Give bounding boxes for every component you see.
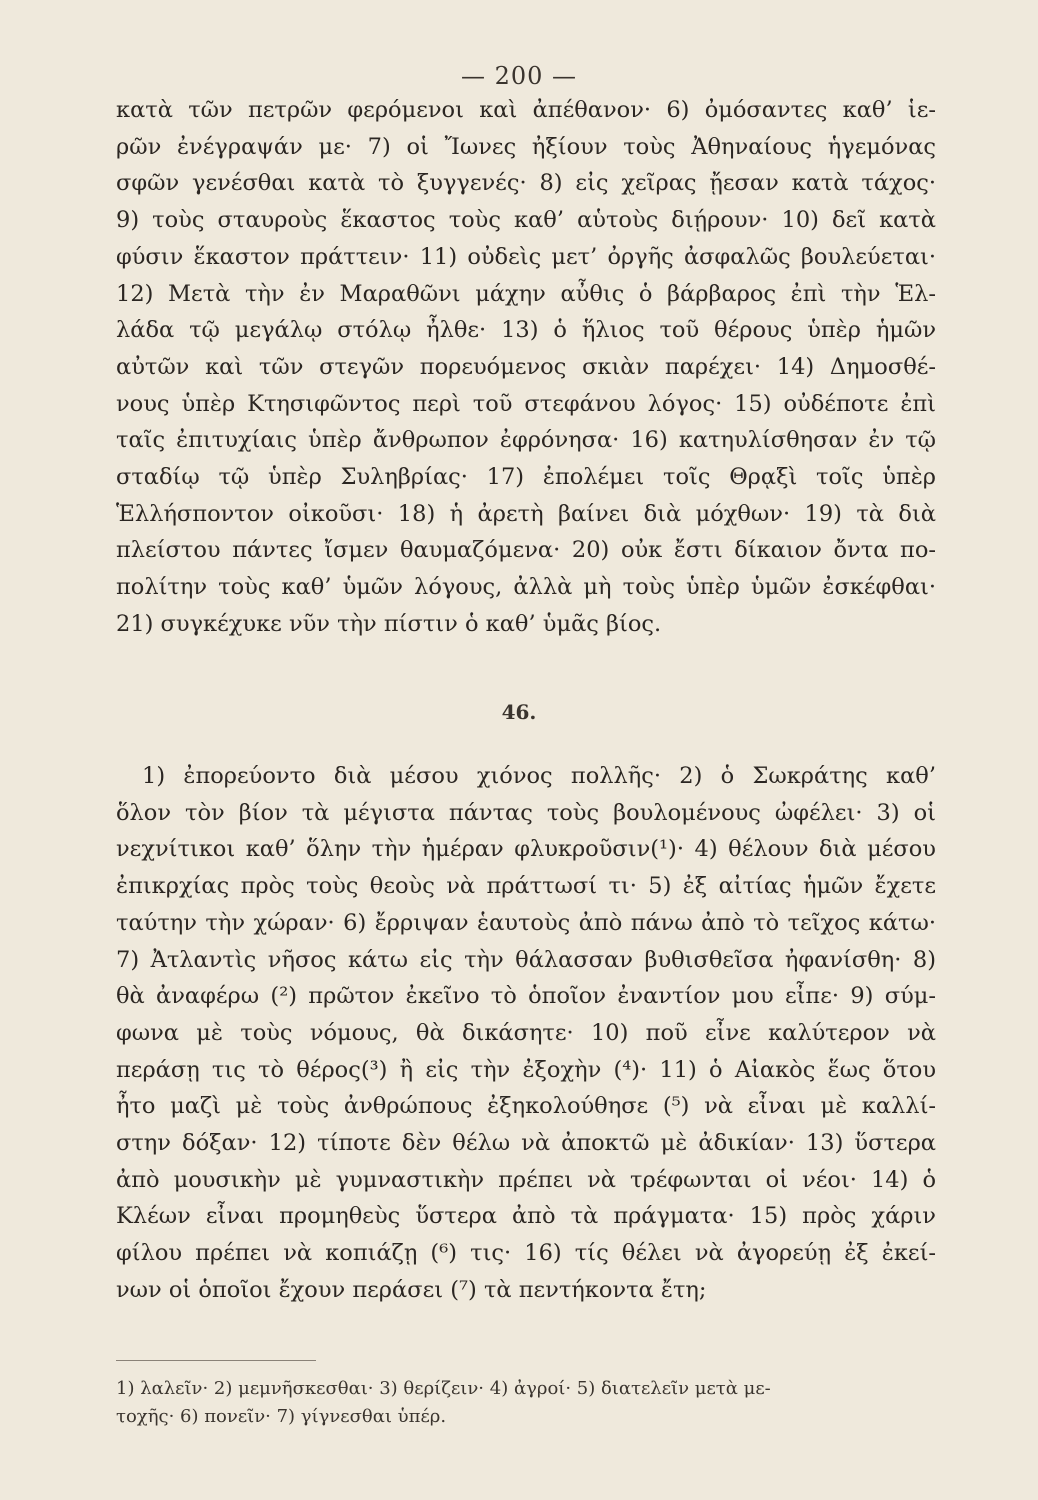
text-line: φίλου πρέπει νὰ κοπιάζῃ (⁶) τις· 16) τίς θέλει νὰ ἀγορεύῃ ἐξ ἐκεί- <box>116 1240 936 1267</box>
text-line: ἐπικρχίας πρὸς τοὺς θεοὺς νὰ πράττωσί τι· 5) ἐξ αἰτίας ἡμῶν ἔχετε <box>116 873 936 900</box>
page-number: — 200 — <box>460 62 578 90</box>
footnote-line: 1) λαλεῖν· 2) μεμνῆσκεσθαι· 3) θερίζειν· 4) ἀγροί· 5) διατελεῖν μετὰ με- <box>116 1378 771 1399</box>
text-line: νων οἱ ὁποῖοι ἔχουν περάσει (⁷) τὰ πεντήκοντα ἔτη; <box>116 1276 707 1303</box>
footnotes <box>116 1375 896 1431</box>
text-line: φωνα μὲ τοὺς νόμους, θὰ δικάσητε· 10) ποῦ εἶνε καλύτερον νὰ <box>116 1019 936 1046</box>
text-line: 9) τοὺς σταυροὺς ἕκαστος τοὺς καθ’ αὑτοὺς διῄρουν· 10) δεῖ κατὰ <box>116 207 936 234</box>
text-line: σταδίῳ τῷ ὑπὲρ Συληβρίας· 17) ἐπολέμει τοῖς Θρᾳξὶ τοῖς ὑπὲρ <box>116 464 936 491</box>
text-line: λάδα τῷ μεγάλῳ στόλῳ ἦλθε· 13) ὁ ἥλιος τοῦ θέρους ὑπὲρ ἡμῶν <box>116 317 936 344</box>
text-line: φύσιν ἕκαστον πράττειν· 11) οὐδεὶς μετ’ ὀργῆς ἀσφαλῶς βουλεύεται· <box>116 243 936 270</box>
text-line: ἦτο μαζὶ μὲ τοὺς ἀνθρώπους ἐξηκολούθησε (⁵) νὰ εἶναι μὲ καλλί- <box>116 1093 936 1120</box>
exercise-block-modern <box>116 758 936 1309</box>
text-line: κατὰ τῶν πετρῶν φερόμενοι καὶ ἀπέθανον· 6) ὀμόσαντες καθ’ ἱε- <box>116 97 936 123</box>
text-line: ταύτην τὴν χώραν· 6) ἔρριψαν ἑαυτοὺς ἀπὸ πάνω ἀπὸ τὸ τεῖχος κάτω· <box>116 909 936 936</box>
text-line: Ἑλλήσποντον οἰκοῦσι· 18) ἡ ἀρετὴ βαίνει διὰ μόχθων· 19) τὰ διὰ <box>116 500 936 527</box>
text-line: 21) συγκέχυκε νῦν τὴν πίστιν ὁ καθ’ ὑμᾶς βίος. <box>116 610 662 637</box>
text-line: 7) Ἀτλαντὶς νῆσος κάτω εἰς τὴν θάλασσαν βυθισθεῖσα ἠφανίσθη· 8) <box>116 946 936 973</box>
text-line: πολίτην τοὺς καθ’ ὑμῶν λόγους, ἀλλὰ μὴ τοὺς ὑπὲρ ὑμῶν ἐσκέφθαι· <box>116 574 936 601</box>
text-line: στην δόξαν· 12) τίποτε δὲν θέλω νὰ ἀποκτῶ μὲ ἀδικίαν· 13) ὕστερα <box>116 1130 936 1157</box>
text-line: νους ὑπὲρ Κτησιφῶντος περὶ τοῦ στεφάνου λόγος· 15) οὐδέποτε ἐπὶ <box>116 390 936 417</box>
text-line: θὰ ἀναφέρω (²) πρῶτον ἐκεῖνο τὸ ὁποῖον ἐναντίον μου εἶπε· 9) σύμ- <box>116 983 936 1010</box>
text-line: σφῶν γενέσθαι κατὰ τὸ ξυγγενές· 8) εἰς χεῖρας ᾔεσαν κατὰ τάχος· <box>116 170 936 197</box>
text-line: 1) ἐπορεύοντο διὰ μέσου χιόνος πολλῆς· 2) ὁ Σωκράτης καθ’ <box>142 763 936 789</box>
footnote-line: τοχῆς· 6) πονεῖν· 7) γίγνεσθαι ὑπέρ. <box>116 1406 447 1427</box>
footnote-divider <box>116 1360 316 1361</box>
section-number: 46. <box>501 700 537 724</box>
exercise-block-greek <box>116 92 936 643</box>
text-line: νεχνίτικοι καθ’ ὅλην τὴν ἡμέραν φλυκροῦσιν(¹)· 4) θέλουν διὰ μέσου <box>116 836 936 863</box>
text-line: περάσῃ τις τὸ θέρος(³) ἢ εἰς τὴν ἐξοχὴν (⁴)· 11) ὁ Αἰακὸς ἕως ὅτου <box>116 1056 936 1083</box>
text-line: Κλέων εἶναι προμηθεὺς ὕστερα ἀπὸ τὰ πράγματα· 15) πρὸς χάριν <box>116 1203 936 1230</box>
text-line: πλείστου πάντες ἴσμεν θαυμαζόμενα· 20) οὐκ ἔστι δίκαιον ὄντα πο- <box>116 537 936 564</box>
text-line: ἀπὸ μουσικὴν μὲ γυμναστικὴν πρέπει νὰ τρέφωνται οἱ νέοι· 14) ὁ <box>116 1166 936 1193</box>
text-line: ρῶν ἐνέγραψάν με· 7) οἱ Ἴωνες ἠξίουν τοὺς Ἀθηναίους ἡγεμόνας <box>116 133 936 160</box>
text-line: ὅλον τὸν βίον τὰ μέγιστα πάντας τοὺς βουλομένους ὠφέλει· 3) οἱ <box>116 799 936 826</box>
text-line: ταῖς ἐπιτυχίαις ὑπὲρ ἄνθρωπον ἐφρόνησα· 16) κατηυλίσθησαν ἐν τῷ <box>116 427 936 454</box>
text-line: 12) Μετὰ τὴν ἐν Μαραθῶνι μάχην αὖθις ὁ βάρβαρος ἐπὶ τὴν Ἑλ- <box>116 280 936 307</box>
text-line: αὐτῶν καὶ τῶν στεγῶν πορευόμενος σκιὰν παρέχει· 14) Δημοσθέ- <box>116 353 936 380</box>
